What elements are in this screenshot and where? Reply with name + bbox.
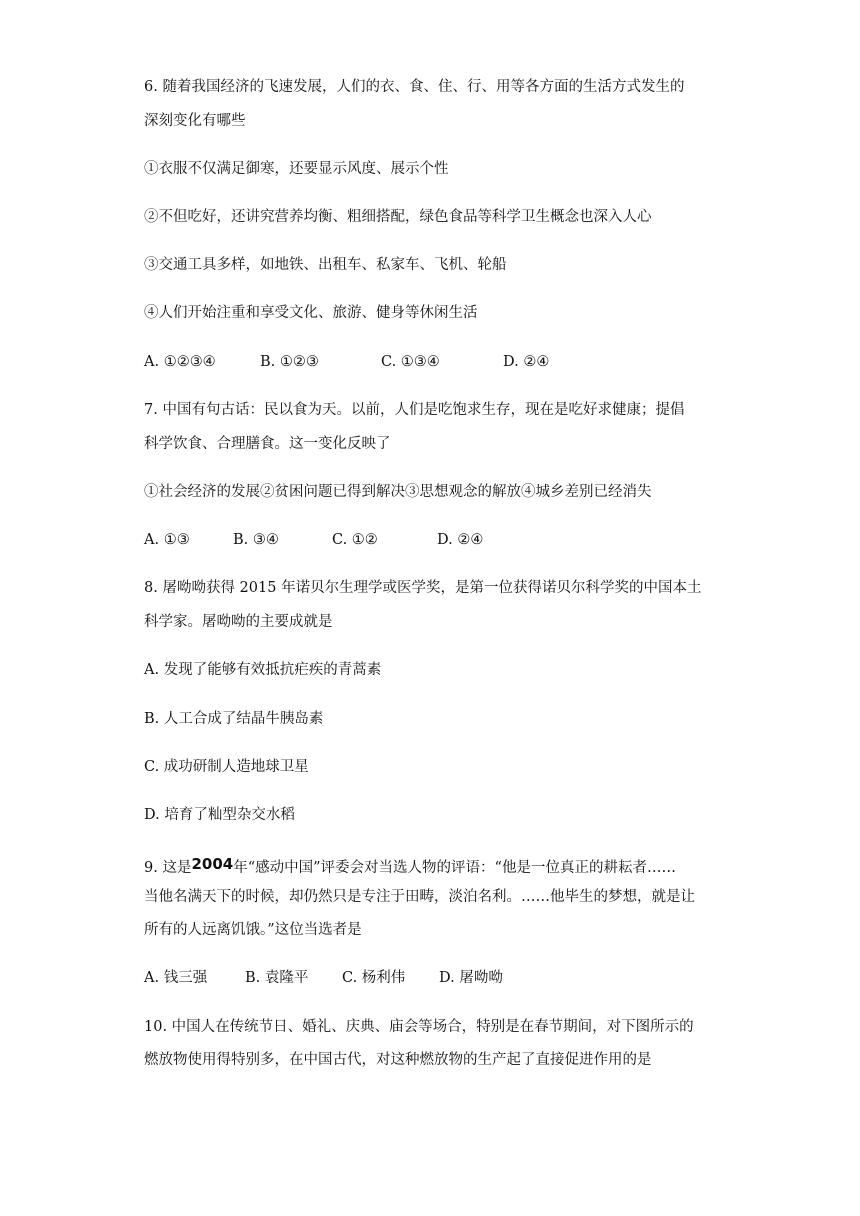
q10-stem-line1: 10. 中国人在传统节日、婚礼、庆典、庙会等场合，特别是在春节期间，对下图所示的 <box>144 1019 694 1035</box>
q9-option-a: A. 钱三强 <box>144 970 208 986</box>
q9-stem-rest: 年“感动中国”评委会对当选人物的评语：“他是一位真正的耕耘者…… <box>233 860 676 876</box>
q9-option-b: B. 袁隆平 <box>245 970 309 986</box>
q9-stem-prefix: 9. 这是 <box>144 860 192 876</box>
q7-option-d: D. ②④ <box>437 532 484 548</box>
q9-stem-line1 <box>144 854 676 878</box>
q7-option-a: A. ①③ <box>144 532 190 548</box>
q8-option-a: A. 发现了能够有效抵抗疟疾的青蒿素 <box>144 662 382 678</box>
q9-options <box>144 968 503 988</box>
q6-options <box>144 352 549 372</box>
q6-stem-line1: 6. 随着我国经济的飞速发展，人们的衣、食、住、行、用等各方面的生活方式发生的 <box>144 79 685 95</box>
q9-year: 2004 <box>191 855 234 873</box>
q6-item-3: ③交通工具多样，如地铁、出租车、私家车、飞机、轮船 <box>144 257 507 273</box>
q7-options <box>144 530 483 550</box>
q6-stem-line2: 深刻变化有哪些 <box>144 113 246 129</box>
q9-option-c: C. 杨利伟 <box>342 970 406 986</box>
q6-item-4: ④人们开始注重和享受文化、旅游、健身等休闲生活 <box>144 305 478 321</box>
q8-option-c: C. 成功研制人造地球卫星 <box>144 759 309 775</box>
q6-item-2: ②不但吃好，还讲究营养均衡、粗细搭配，绿色食品等科学卫生概念也深入人心 <box>144 209 652 225</box>
q10-stem-line2: 燃放物使用得特别多，在中国古代，对这种燃放物的生产起了直接促进作用的是 <box>144 1052 652 1068</box>
q9-stem-line2: 当他名满天下的时候，却仍然只是专注于田畴，淡泊名利。……他毕生的梦想，就是让 <box>144 889 695 905</box>
q6-option-b: B. ①②③ <box>260 354 319 370</box>
q7-option-c: C. ①② <box>332 532 378 548</box>
q8-option-b: B. 人工合成了结晶牛胰岛素 <box>144 711 324 727</box>
q9-stem-line3: 所有的人远离饥饿。”这位当选者是 <box>144 922 362 938</box>
q8-stem-line2: 科学家。屠呦呦的主要成就是 <box>144 614 333 630</box>
q8-stem-line1: 8. 屠呦呦获得 2015 年诺贝尔生理学或医学奖，是第一位获得诺贝尔科学奖的中国本土 <box>144 580 702 596</box>
q7-option-b: B. ③④ <box>233 532 279 548</box>
q6-option-c: C. ①③④ <box>381 354 440 370</box>
q7-stem-line1: 7. 中国有句古话：民以食为天。以前，人们是吃饱求生存，现在是吃好求健康；提倡 <box>144 402 685 418</box>
q8-option-d: D. 培育了籼型杂交水稻 <box>144 807 295 823</box>
q7-item-1: ①社会经济的发展②贫困问题已得到解决③思想观念的解放④城乡差别已经消失 <box>144 484 652 500</box>
q6-option-d: D. ②④ <box>503 354 550 370</box>
q6-item-1: ①衣服不仅满足御寒，还要显示风度、展示个性 <box>144 161 449 177</box>
q7-stem-line2: 科学饮食、合理膳食。这一变化反映了 <box>144 436 391 452</box>
q9-option-d: D. 屠呦呦 <box>439 970 503 986</box>
q6-option-a: A. ①②③④ <box>144 354 216 370</box>
